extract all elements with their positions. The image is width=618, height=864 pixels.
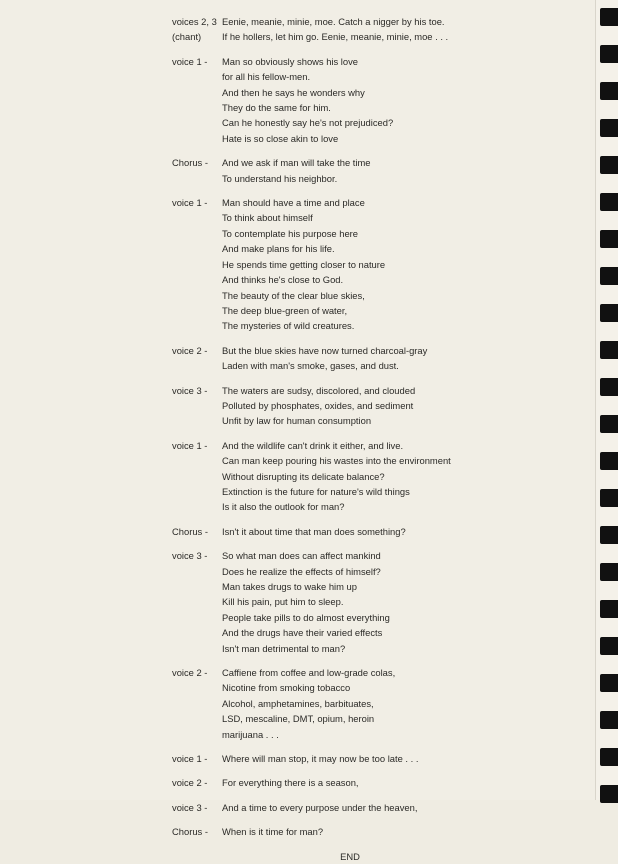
verse-line: And then he says he wonders why bbox=[222, 86, 365, 98]
verse-line: And thinks he's close to God. bbox=[222, 274, 344, 286]
verse-line: Man takes drugs to wake him up bbox=[222, 581, 357, 592]
verse-line: To understand his neighbor. bbox=[222, 172, 338, 184]
speaker-label: voice 2 - bbox=[172, 777, 208, 789]
verse-lines bbox=[222, 775, 592, 790]
verse-lines bbox=[222, 800, 592, 815]
verse-line: Extinction is the future for nature's wild things bbox=[222, 485, 410, 497]
script-block bbox=[172, 438, 592, 515]
verse-line: And make plans for his life. bbox=[222, 243, 335, 255]
verse-line: But the blue skies have now turned charcoal-gray bbox=[222, 344, 428, 356]
verse-line: LSD, mescaline, DMT, opium, heroin bbox=[222, 713, 375, 725]
verse-line: The waters are sudsy, discolored, and clouded bbox=[222, 384, 416, 396]
verse-lines bbox=[222, 14, 592, 45]
script-block bbox=[172, 383, 592, 429]
speaker-label: Chorus - bbox=[172, 826, 208, 838]
script-block bbox=[172, 343, 592, 374]
verse-line: Can he honestly say he's not prejudiced? bbox=[222, 117, 394, 129]
verse-line: Man so obviously shows his love bbox=[222, 55, 359, 67]
verse-line: And we ask if man will take the time bbox=[222, 157, 371, 169]
verse-line: Caffiene from coffee and low-grade colas, bbox=[222, 667, 396, 679]
verse-lines bbox=[222, 54, 592, 146]
verse-line: Can man keep pouring his wastes into the environment bbox=[222, 455, 451, 467]
verse-lines bbox=[222, 824, 592, 839]
binding-clip bbox=[600, 415, 618, 433]
binding-clip bbox=[600, 674, 618, 692]
verse-line: People take pills to do almost everything bbox=[222, 611, 390, 623]
binding-clip bbox=[600, 711, 618, 729]
verse-line: Where will man stop, it may now be too late . . . bbox=[222, 753, 419, 765]
verse-lines bbox=[222, 438, 592, 515]
verse-line: Isn't man detrimental to man? bbox=[222, 642, 346, 654]
verse-line: Is it also the outlook for man? bbox=[222, 501, 345, 513]
verse-line: The deep blue-green of water, bbox=[222, 304, 348, 316]
binding-clip bbox=[600, 193, 618, 211]
verse-line: Laden with man's smoke, gases, and dust. bbox=[222, 360, 399, 372]
speaker-label: Chorus - bbox=[172, 157, 208, 169]
verse-line: He spends time getting closer to nature bbox=[222, 258, 386, 270]
end-label: END bbox=[340, 850, 360, 862]
binding-clip bbox=[600, 748, 618, 766]
binding-clip bbox=[600, 526, 618, 544]
script-block bbox=[172, 751, 592, 766]
verse-line: And a time to every purpose under the heaven, bbox=[222, 801, 418, 813]
verse-line: Hate is so close akin to love bbox=[222, 132, 339, 144]
binding-clip bbox=[600, 341, 618, 359]
verse-line: The mysteries of wild creatures. bbox=[222, 320, 355, 332]
verse-line: So what man does can affect mankind bbox=[222, 550, 381, 562]
speaker-label: voice 1 - bbox=[172, 753, 208, 765]
speaker-label: voice 1 - bbox=[172, 439, 208, 451]
speaker-label: voice 3 - bbox=[172, 801, 208, 813]
binding-clip bbox=[600, 378, 618, 396]
verse-line: And the wildlife can't drink it either, and live. bbox=[222, 439, 404, 451]
verse-line: Without disrupting its delicate balance? bbox=[222, 470, 385, 482]
script-block bbox=[172, 14, 592, 45]
verse-lines bbox=[222, 343, 592, 374]
verse-line: Isn't it about time that man does something? bbox=[222, 525, 406, 537]
verse-lines bbox=[222, 155, 592, 186]
speaker-label: Chorus - bbox=[172, 525, 208, 537]
verse-line: They do the same for him. bbox=[222, 102, 331, 114]
binding-clip bbox=[600, 785, 618, 803]
binding-clip bbox=[600, 600, 618, 618]
verse-line: for all his fellow-men. bbox=[222, 71, 311, 83]
speaker-label: voice 3 - bbox=[172, 550, 208, 562]
binding-clip bbox=[600, 563, 618, 581]
verse-line: The beauty of the clear blue skies, bbox=[222, 289, 365, 301]
binding-clip bbox=[600, 119, 618, 137]
binding-clip bbox=[600, 637, 618, 655]
script-block bbox=[172, 775, 592, 790]
verse-line: Polluted by phosphates, oxides, and sediment bbox=[222, 399, 414, 411]
script-block bbox=[172, 524, 592, 539]
verse-line: If he hollers, let him go. Eenie, meanie, minie, moe . . . bbox=[222, 31, 449, 43]
script-block bbox=[172, 548, 592, 656]
speaker-label: voice 1 - bbox=[172, 55, 208, 67]
speaker-label: voices 2, 3 (chant) bbox=[172, 16, 217, 43]
verse-lines bbox=[222, 665, 592, 742]
verse-line: Kill his pain, put him to sleep. bbox=[222, 596, 344, 608]
verse-line: Man should have a time and place bbox=[222, 197, 365, 209]
binding-clip bbox=[600, 267, 618, 285]
verse-line: When is it time for man? bbox=[222, 826, 324, 838]
script-block bbox=[172, 155, 592, 186]
verse-line: Unfit by law for human consumption bbox=[222, 415, 372, 427]
script-blocks bbox=[172, 14, 592, 840]
verse-line: To think about himself bbox=[222, 212, 313, 224]
script-block bbox=[172, 665, 592, 742]
binding-clip bbox=[600, 8, 618, 26]
binding-clip bbox=[600, 45, 618, 63]
verse-lines bbox=[222, 383, 592, 429]
comb-binding bbox=[595, 0, 618, 800]
speaker-label: voice 3 - bbox=[172, 384, 208, 396]
script-block bbox=[172, 824, 592, 839]
verse-lines bbox=[222, 524, 592, 539]
binding-clip bbox=[600, 304, 618, 322]
script-text bbox=[172, 14, 592, 864]
binding-clip bbox=[600, 156, 618, 174]
binding-clip bbox=[600, 82, 618, 100]
binding-clip bbox=[600, 452, 618, 470]
verse-line: Eenie, meanie, minie, moe. Catch a nigger by his toe. bbox=[222, 16, 445, 27]
verse-line: Does he realize the effects of himself? bbox=[222, 565, 381, 577]
script-block bbox=[172, 800, 592, 815]
speaker-label: voice 1 - bbox=[172, 197, 208, 209]
verse-line: marijuana . . . bbox=[222, 728, 279, 740]
script-block bbox=[172, 54, 592, 146]
verse-line: Alcohol, amphetamines, barbituates, bbox=[222, 697, 374, 709]
speaker-label: voice 2 - bbox=[172, 344, 208, 356]
verse-line: And the drugs have their varied effects bbox=[222, 627, 383, 639]
verse-lines bbox=[222, 751, 592, 766]
binding-clip bbox=[600, 230, 618, 248]
script-block bbox=[172, 195, 592, 334]
speaker-label: voice 2 - bbox=[172, 667, 208, 679]
verse-line: To contemplate his purpose here bbox=[222, 227, 359, 239]
binding-clip bbox=[600, 489, 618, 507]
verse-line: For everything there is a season, bbox=[222, 777, 359, 789]
verse-line: Nicotine from smoking tobacco bbox=[222, 682, 351, 694]
verse-lines bbox=[222, 548, 592, 656]
verse-lines bbox=[222, 195, 592, 334]
